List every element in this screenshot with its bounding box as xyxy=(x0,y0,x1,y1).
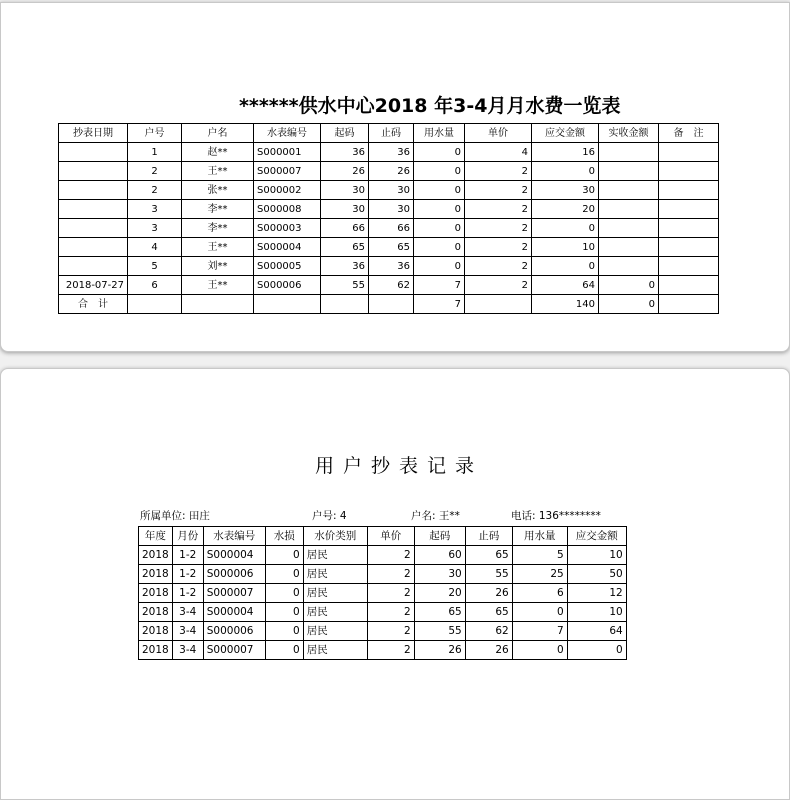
table-row xyxy=(59,162,719,181)
col-header-account-name: 户名 xyxy=(182,124,254,143)
cell-unit-price: 2 xyxy=(465,200,532,219)
cell-water-loss: 0 xyxy=(265,584,303,603)
cell-water-use: 0 xyxy=(414,200,465,219)
col-header-unit-price: 单价 xyxy=(367,527,414,546)
cell-account-no: 2 xyxy=(128,181,182,200)
cell-water-use: 0 xyxy=(414,181,465,200)
table-row xyxy=(139,565,627,584)
info-phone: 电话: 136******** xyxy=(511,510,601,522)
cell-water-use: 0 xyxy=(512,641,567,660)
cell-remarks xyxy=(659,276,719,295)
col-header-amount-due: 应交金额 xyxy=(567,527,626,546)
cell-account-name: 王** xyxy=(182,238,254,257)
col-header-water-use: 用水量 xyxy=(512,527,567,546)
cell-meter-no: S000006 xyxy=(254,276,321,295)
cell-amount-due: 20 xyxy=(532,200,599,219)
col-header-start-reading: 起码 xyxy=(414,527,465,546)
cell-amount-due: 64 xyxy=(532,276,599,295)
cell-unit-price: 2 xyxy=(465,257,532,276)
cell-read-date xyxy=(59,162,128,181)
cell-end-reading: 62 xyxy=(369,276,414,295)
cell-year: 2018 xyxy=(139,603,173,622)
cell-start-reading: 60 xyxy=(414,546,465,565)
cell-water-loss: 0 xyxy=(265,641,303,660)
cell-account-no: 3 xyxy=(128,200,182,219)
table-row xyxy=(59,276,719,295)
total-cell xyxy=(321,295,369,314)
report-page-water-fee-list xyxy=(0,2,790,352)
cell-water-loss: 0 xyxy=(265,603,303,622)
cell-amount-received xyxy=(599,257,659,276)
cell-account-name: 李** xyxy=(182,219,254,238)
col-header-water-loss: 水损 xyxy=(265,527,303,546)
cell-remarks xyxy=(659,200,719,219)
col-header-read-date: 抄表日期 xyxy=(59,124,128,143)
cell-water-use: 5 xyxy=(512,546,567,565)
cell-end-reading: 65 xyxy=(369,238,414,257)
cell-account-no: 1 xyxy=(128,143,182,162)
total-cell xyxy=(369,295,414,314)
cell-unit-price: 2 xyxy=(465,276,532,295)
cell-start-reading: 26 xyxy=(321,162,369,181)
cell-amount-due: 10 xyxy=(532,238,599,257)
cell-price-category: 居民 xyxy=(303,546,367,565)
cell-end-reading: 30 xyxy=(369,181,414,200)
cell-price-category: 居民 xyxy=(303,622,367,641)
total-cell xyxy=(182,295,254,314)
col-header-month: 月份 xyxy=(172,527,203,546)
cell-water-use: 25 xyxy=(512,565,567,584)
cell-month: 3-4 xyxy=(172,603,203,622)
total-cell xyxy=(465,295,532,314)
cell-unit-price: 4 xyxy=(465,143,532,162)
col-header-unit-price: 单价 xyxy=(465,124,532,143)
table-row xyxy=(139,584,627,603)
cell-remarks xyxy=(659,257,719,276)
cell-end-reading: 26 xyxy=(465,641,512,660)
table-row xyxy=(59,143,719,162)
cell-meter-no: S000007 xyxy=(254,162,321,181)
cell-meter-no: S000004 xyxy=(203,546,265,565)
cell-water-use: 0 xyxy=(414,143,465,162)
total-label: 合 计 xyxy=(59,295,128,314)
cell-account-name: 赵** xyxy=(182,143,254,162)
cell-read-date xyxy=(59,257,128,276)
cell-start-reading: 65 xyxy=(414,603,465,622)
cell-start-reading: 30 xyxy=(321,200,369,219)
cell-water-use: 6 xyxy=(512,584,567,603)
cell-year: 2018 xyxy=(139,546,173,565)
cell-end-reading: 26 xyxy=(369,162,414,181)
cell-amount-due: 0 xyxy=(532,162,599,181)
cell-unit-price: 2 xyxy=(367,603,414,622)
cell-amount-due: 0 xyxy=(532,219,599,238)
cell-meter-no: S000006 xyxy=(203,565,265,584)
cell-amount-due: 30 xyxy=(532,181,599,200)
cell-account-no: 5 xyxy=(128,257,182,276)
cell-amount-received xyxy=(599,162,659,181)
page-title: 用户抄表记录 xyxy=(315,455,484,477)
cell-water-use: 0 xyxy=(414,238,465,257)
cell-start-reading: 36 xyxy=(321,257,369,276)
cell-end-reading: 36 xyxy=(369,257,414,276)
cell-amount-due: 0 xyxy=(567,641,626,660)
cell-start-reading: 36 xyxy=(321,143,369,162)
cell-unit-price: 2 xyxy=(367,641,414,660)
cell-amount-due: 10 xyxy=(567,603,626,622)
cell-water-loss: 0 xyxy=(265,565,303,584)
cell-meter-no: S000007 xyxy=(203,641,265,660)
total-cell xyxy=(659,295,719,314)
cell-water-loss: 0 xyxy=(265,546,303,565)
cell-amount-due: 16 xyxy=(532,143,599,162)
cell-start-reading: 66 xyxy=(321,219,369,238)
cell-start-reading: 26 xyxy=(414,641,465,660)
cell-price-category: 居民 xyxy=(303,603,367,622)
cell-unit-price: 2 xyxy=(465,238,532,257)
col-header-meter-no: 水表编号 xyxy=(203,527,265,546)
info-account-name: 户名: 王** xyxy=(411,510,460,522)
cell-month: 1-2 xyxy=(172,546,203,565)
cell-end-reading: 36 xyxy=(369,143,414,162)
cell-meter-no: S000004 xyxy=(254,238,321,257)
cell-unit-price: 2 xyxy=(367,546,414,565)
cell-unit-price: 2 xyxy=(367,584,414,603)
table-row xyxy=(59,238,719,257)
cell-water-use: 0 xyxy=(512,603,567,622)
cell-amount-received xyxy=(599,238,659,257)
col-header-end-reading: 止码 xyxy=(465,527,512,546)
meter-record-table xyxy=(138,526,627,660)
cell-year: 2018 xyxy=(139,641,173,660)
total-amount-due: 140 xyxy=(532,295,599,314)
info-unit: 所属单位: 田庄 xyxy=(140,510,210,522)
table-row xyxy=(139,641,627,660)
cell-read-date xyxy=(59,219,128,238)
cell-water-use: 0 xyxy=(414,162,465,181)
cell-price-category: 居民 xyxy=(303,565,367,584)
table-header-row xyxy=(139,527,627,546)
cell-meter-no: S000006 xyxy=(203,622,265,641)
table-row xyxy=(139,622,627,641)
total-row xyxy=(59,295,719,314)
col-header-end-reading: 止码 xyxy=(369,124,414,143)
table-row xyxy=(59,219,719,238)
cell-unit-price: 2 xyxy=(465,219,532,238)
cell-meter-no: S000002 xyxy=(254,181,321,200)
cell-meter-no: S000008 xyxy=(254,200,321,219)
cell-unit-price: 2 xyxy=(465,181,532,200)
cell-remarks xyxy=(659,162,719,181)
cell-read-date xyxy=(59,143,128,162)
cell-start-reading: 20 xyxy=(414,584,465,603)
cell-amount-due: 10 xyxy=(567,546,626,565)
total-amount-received: 0 xyxy=(599,295,659,314)
col-header-remarks: 备 注 xyxy=(659,124,719,143)
cell-read-date xyxy=(59,181,128,200)
cell-water-use: 0 xyxy=(414,257,465,276)
cell-year: 2018 xyxy=(139,584,173,603)
cell-end-reading: 55 xyxy=(465,565,512,584)
cell-price-category: 居民 xyxy=(303,584,367,603)
cell-remarks xyxy=(659,181,719,200)
cell-amount-due: 50 xyxy=(567,565,626,584)
cell-start-reading: 65 xyxy=(321,238,369,257)
cell-account-name: 刘** xyxy=(182,257,254,276)
col-header-amount-received: 实收金额 xyxy=(599,124,659,143)
cell-amount-due: 64 xyxy=(567,622,626,641)
table-header-row xyxy=(59,124,719,143)
cell-remarks xyxy=(659,143,719,162)
cell-month: 1-2 xyxy=(172,565,203,584)
table-row xyxy=(59,257,719,276)
info-account-no: 户号: 4 xyxy=(312,510,347,522)
cell-water-use: 7 xyxy=(512,622,567,641)
cell-account-no: 4 xyxy=(128,238,182,257)
cell-unit-price: 2 xyxy=(367,622,414,641)
col-header-price-category: 水价类别 xyxy=(303,527,367,546)
cell-account-name: 王** xyxy=(182,162,254,181)
total-cell xyxy=(254,295,321,314)
page-title: ******供水中心2018 年3-4月月水费一览表 xyxy=(239,95,621,117)
cell-month: 1-2 xyxy=(172,584,203,603)
water-fee-table xyxy=(58,123,719,314)
cell-end-reading: 66 xyxy=(369,219,414,238)
cell-meter-no: S000004 xyxy=(203,603,265,622)
cell-meter-no: S000005 xyxy=(254,257,321,276)
cell-amount-due: 0 xyxy=(532,257,599,276)
cell-price-category: 居民 xyxy=(303,641,367,660)
cell-remarks xyxy=(659,219,719,238)
cell-start-reading: 55 xyxy=(321,276,369,295)
cell-year: 2018 xyxy=(139,622,173,641)
cell-month: 3-4 xyxy=(172,641,203,660)
cell-amount-received xyxy=(599,181,659,200)
col-header-meter-no: 水表编号 xyxy=(254,124,321,143)
cell-meter-no: S000001 xyxy=(254,143,321,162)
cell-meter-no: S000003 xyxy=(254,219,321,238)
col-header-year: 年度 xyxy=(139,527,173,546)
cell-end-reading: 65 xyxy=(465,546,512,565)
col-header-water-use: 用水量 xyxy=(414,124,465,143)
cell-account-no: 2 xyxy=(128,162,182,181)
cell-end-reading: 30 xyxy=(369,200,414,219)
cell-unit-price: 2 xyxy=(367,565,414,584)
cell-start-reading: 30 xyxy=(321,181,369,200)
cell-read-date xyxy=(59,238,128,257)
cell-amount-received xyxy=(599,143,659,162)
cell-account-no: 6 xyxy=(128,276,182,295)
cell-end-reading: 65 xyxy=(465,603,512,622)
cell-water-loss: 0 xyxy=(265,622,303,641)
cell-amount-received xyxy=(599,200,659,219)
cell-account-name: 李** xyxy=(182,200,254,219)
total-water-use: 7 xyxy=(414,295,465,314)
cell-meter-no: S000007 xyxy=(203,584,265,603)
cell-read-date: 2018-07-27 xyxy=(59,276,128,295)
cell-amount-due: 12 xyxy=(567,584,626,603)
cell-amount-received: 0 xyxy=(599,276,659,295)
cell-unit-price: 2 xyxy=(465,162,532,181)
cell-year: 2018 xyxy=(139,565,173,584)
cell-end-reading: 62 xyxy=(465,622,512,641)
col-header-amount-due: 应交金额 xyxy=(532,124,599,143)
table-row xyxy=(139,546,627,565)
cell-start-reading: 30 xyxy=(414,565,465,584)
cell-remarks xyxy=(659,238,719,257)
report-page-meter-record xyxy=(0,368,790,800)
cell-account-name: 王** xyxy=(182,276,254,295)
cell-account-name: 张** xyxy=(182,181,254,200)
total-cell xyxy=(128,295,182,314)
col-header-start-reading: 起码 xyxy=(321,124,369,143)
cell-water-use: 0 xyxy=(414,219,465,238)
cell-amount-received xyxy=(599,219,659,238)
cell-start-reading: 55 xyxy=(414,622,465,641)
col-header-account-no: 户号 xyxy=(128,124,182,143)
table-row xyxy=(139,603,627,622)
cell-water-use: 7 xyxy=(414,276,465,295)
cell-account-no: 3 xyxy=(128,219,182,238)
table-row xyxy=(59,200,719,219)
cell-read-date xyxy=(59,200,128,219)
cell-end-reading: 26 xyxy=(465,584,512,603)
table-row xyxy=(59,181,719,200)
cell-month: 3-4 xyxy=(172,622,203,641)
